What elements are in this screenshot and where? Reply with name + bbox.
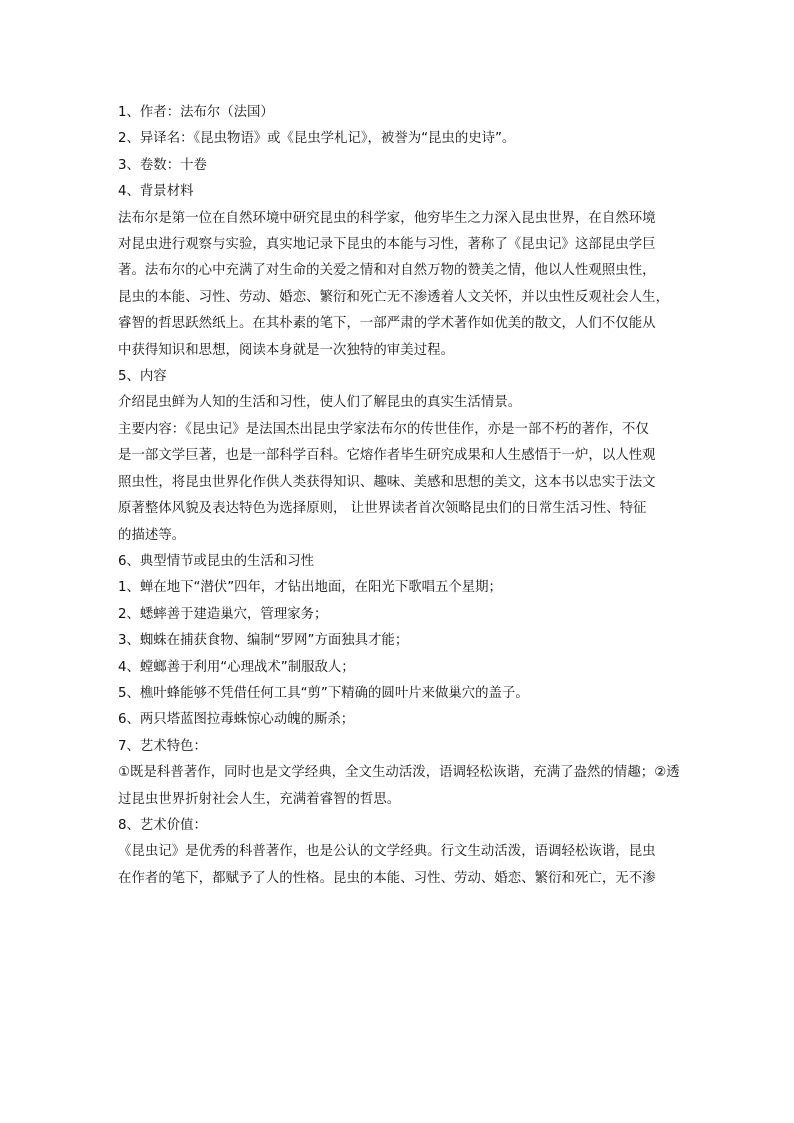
art-features-heading: 7、艺术特色： [118, 738, 207, 754]
background-paragraph-line: 中获得知识和思想，阅读本身就是一次独特的审美过程。 [118, 342, 455, 358]
background-paragraph-line: 著。法布尔的心中充满了对生命的关爱之情和对自然万物的赞美之情，他以人性观照虫性， [118, 263, 656, 279]
author-heading: 1、作者：法布尔（法国） [118, 105, 274, 120]
art-value-heading: 8、艺术价值： [118, 817, 207, 833]
background-paragraph-line: 睿智的哲思跃然纸上。在其朴素的笔下，一部严肃的学术著作如优美的散文，人们不仅能从 [118, 316, 656, 332]
plot-list-item: 4、螳螂善于利用“心理战术”制服敌人； [118, 659, 355, 675]
background-paragraph-line: 对昆虫进行观察与实验，真实地记录下昆虫的本能与习性，著称了《昆虫记》这部昆虫学巨 [118, 237, 656, 253]
content-intro-line: 介绍昆虫鲜为人知的生活和习性，使人们了解昆虫的真实生活情景。 [118, 395, 522, 411]
background-paragraph-line: 昆虫的本能、习性、劳动、婚恋、繁衍和死亡无不渗透着人文关怀，并以虫性反观社会人生， [118, 289, 670, 305]
document-body [118, 100, 690, 892]
plot-list-item: 6、两只塔蓝图拉毒蛛惊心动魄的厮杀； [118, 712, 355, 728]
main-content-paragraph-line: 的描述等。 [118, 527, 186, 543]
plot-list-item: 3、蜘蛛在捕获食物、编制“罗网”方面独具才能； [118, 633, 409, 649]
plot-heading: 6、典型情节或昆虫的生活和习性 [118, 553, 314, 569]
main-content-paragraph-line: 是一部文学巨著，也是一部科学百科。它熔作者毕生研究成果和人生感悟于一炉，以人性观 [118, 448, 656, 464]
plot-list-item: 2、蟋蟀善于建造巢穴，管理家务； [118, 606, 328, 622]
plot-list-item: 5、樵叶蜂能够不凭借任何工具“剪”下精确的圆叶片来做巢穴的盖子。 [118, 685, 529, 701]
main-content-paragraph-line: 照虫性，将昆虫世界化作供人类获得知识、趣味、美感和思想的美文，这本书以忠实于法文 [118, 474, 656, 490]
main-content-paragraph-line: 主要内容：《昆虫记》是法国杰出昆虫学家法布尔的传世佳作，亦是一部不朽的著作，不仅 [118, 421, 649, 437]
volumes-heading: 3、卷数：十卷 [118, 157, 207, 173]
art-features-paragraph-line: ①既是科普著作，同时也是文学经典，全文生动活泼，语调轻松诙谐，充满了盎然的情趣；②透 [118, 765, 680, 781]
art-value-paragraph-line: 《昆虫记》是优秀的科普著作，也是公认的文学经典。行文生动活泼，语调轻松诙谐，昆虫 [118, 844, 656, 860]
plot-list-item: 1、蝉在地下“潜伏”四年，才钻出地面，在阳光下歌唱五个星期； [118, 580, 502, 596]
art-value-paragraph-line: 在作者的笔下，都赋予了人的性格。昆虫的本能、习性、劳动、婚恋、繁衍和死亡，无不渗 [118, 870, 656, 886]
content-heading: 5、内容 [118, 369, 167, 385]
background-heading: 4、背景材料 [118, 184, 194, 200]
main-content-paragraph-line: 原著整体风貌及表达特色为选择原则， 让世界读者首次领略昆虫们的日常生活习性、特征 [118, 501, 647, 517]
alt-title-heading: 2、异译名：《昆虫物语》或《昆虫学札记》，被誉为“昆虫的史诗”。 [118, 131, 516, 147]
background-paragraph-line: 法布尔是第一位在自然环境中研究昆虫的科学家，他穷毕生之力深入昆虫世界，在自然环境 [118, 210, 656, 226]
art-features-paragraph-line: 过昆虫世界折射社会人生，充满着睿智的哲思。 [118, 791, 401, 807]
